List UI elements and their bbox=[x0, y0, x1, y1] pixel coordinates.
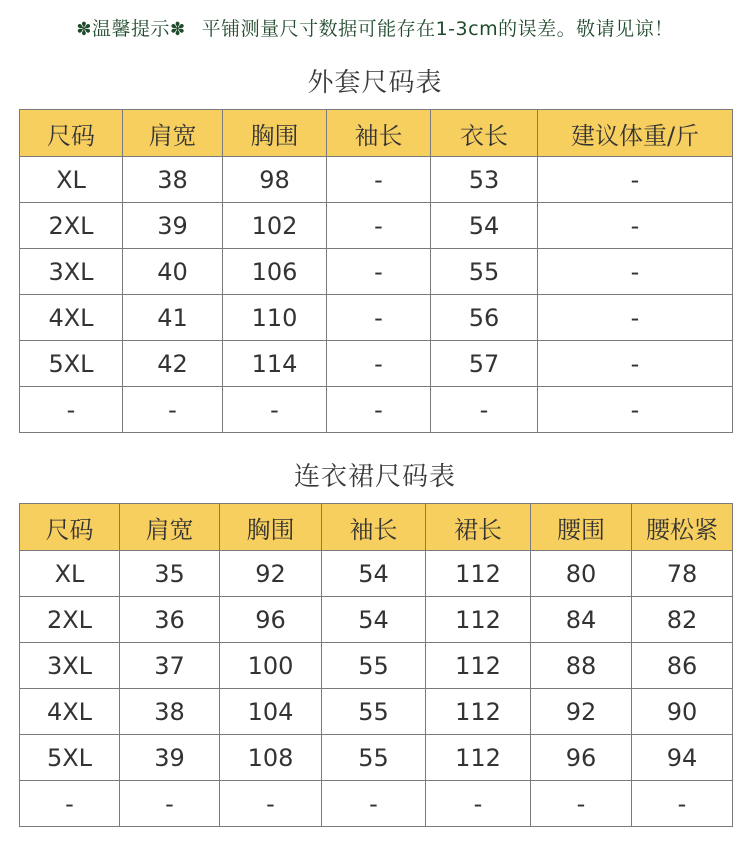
table-cell: 108 bbox=[220, 735, 322, 781]
table-cell: 35 bbox=[120, 551, 220, 597]
measurement-notice bbox=[0, 14, 750, 41]
table-cell: 92 bbox=[531, 689, 632, 735]
table-cell: 112 bbox=[426, 597, 531, 643]
table-cell: 57 bbox=[431, 341, 538, 387]
table-cell: - bbox=[20, 387, 123, 433]
table-cell: 88 bbox=[531, 643, 632, 689]
table-row bbox=[20, 551, 733, 597]
table-cell: 112 bbox=[426, 643, 531, 689]
table-cell: 102 bbox=[223, 203, 327, 249]
header-cell: 肩宽 bbox=[120, 504, 220, 551]
table-cell: XL bbox=[20, 551, 120, 597]
table-cell: 90 bbox=[632, 689, 733, 735]
table-cell: 37 bbox=[120, 643, 220, 689]
table-cell: XL bbox=[20, 157, 123, 203]
table-cell: 5XL bbox=[20, 735, 120, 781]
table-row bbox=[20, 689, 733, 735]
table-cell: - bbox=[538, 387, 733, 433]
table-row bbox=[20, 157, 733, 203]
table-cell: 36 bbox=[120, 597, 220, 643]
table-cell: - bbox=[220, 781, 322, 827]
table-cell: 94 bbox=[632, 735, 733, 781]
table-cell: - bbox=[120, 781, 220, 827]
table-cell: - bbox=[327, 341, 431, 387]
table-cell: 3XL bbox=[20, 643, 120, 689]
table-cell: 104 bbox=[220, 689, 322, 735]
table-cell: 82 bbox=[632, 597, 733, 643]
table-cell: 54 bbox=[322, 597, 426, 643]
table-cell: 112 bbox=[426, 689, 531, 735]
header-cell: 裙长 bbox=[426, 504, 531, 551]
table-cell: 55 bbox=[322, 689, 426, 735]
table-cell: 112 bbox=[426, 551, 531, 597]
header-cell: 胸围 bbox=[223, 110, 327, 157]
table-cell: - bbox=[538, 249, 733, 295]
table-row bbox=[20, 387, 733, 433]
table-cell: 39 bbox=[120, 735, 220, 781]
table-cell: - bbox=[538, 295, 733, 341]
table-header-row bbox=[20, 504, 733, 551]
coat-size-chart-title: 外套尺码表 bbox=[307, 68, 443, 98]
table-cell: 78 bbox=[632, 551, 733, 597]
table-cell: - bbox=[327, 249, 431, 295]
table-cell: 5XL bbox=[20, 341, 123, 387]
notice-label: 温馨提示 bbox=[91, 18, 170, 40]
table-cell: 3XL bbox=[20, 249, 123, 295]
dress-size-chart-title: 连衣裙尺码表 bbox=[293, 462, 456, 492]
table-cell: 55 bbox=[431, 249, 538, 295]
table-cell: 80 bbox=[531, 551, 632, 597]
table-row bbox=[20, 781, 733, 827]
flower-icon-left: ✽ bbox=[76, 19, 92, 40]
header-cell: 肩宽 bbox=[123, 110, 223, 157]
table-cell: - bbox=[327, 203, 431, 249]
table-cell: - bbox=[632, 781, 733, 827]
table-cell: 55 bbox=[322, 735, 426, 781]
table-cell: - bbox=[20, 781, 120, 827]
table-row bbox=[20, 295, 733, 341]
table-cell: - bbox=[538, 157, 733, 203]
table-cell: 4XL bbox=[20, 689, 120, 735]
table-cell: 96 bbox=[531, 735, 632, 781]
table-cell: 2XL bbox=[20, 203, 123, 249]
notice-text: 平铺测量尺寸数据可能存在1-3cm的误差。敬请见谅！ bbox=[201, 18, 674, 40]
table-cell: 54 bbox=[431, 203, 538, 249]
header-cell: 建议体重/斤 bbox=[538, 110, 733, 157]
table-cell: - bbox=[327, 387, 431, 433]
flower-icon-right: ✽ bbox=[170, 19, 186, 40]
table-cell: - bbox=[322, 781, 426, 827]
table-cell: 86 bbox=[632, 643, 733, 689]
table-cell: 55 bbox=[322, 643, 426, 689]
table-cell: 100 bbox=[220, 643, 322, 689]
header-cell: 袖长 bbox=[322, 504, 426, 551]
header-cell: 袖长 bbox=[327, 110, 431, 157]
table-row bbox=[20, 643, 733, 689]
table-cell: 53 bbox=[431, 157, 538, 203]
table-row bbox=[20, 203, 733, 249]
table-cell: 4XL bbox=[20, 295, 123, 341]
table-cell: 84 bbox=[531, 597, 632, 643]
table-cell: - bbox=[327, 295, 431, 341]
header-cell: 腰松紧 bbox=[632, 504, 733, 551]
table-cell: 41 bbox=[123, 295, 223, 341]
table-cell: 98 bbox=[223, 157, 327, 203]
header-cell: 尺码 bbox=[20, 504, 120, 551]
table-header-row bbox=[20, 110, 733, 157]
table-cell: 110 bbox=[223, 295, 327, 341]
header-cell: 腰围 bbox=[531, 504, 632, 551]
table-cell: - bbox=[538, 341, 733, 387]
header-cell: 衣长 bbox=[431, 110, 538, 157]
header-cell: 胸围 bbox=[220, 504, 322, 551]
table-cell: - bbox=[538, 203, 733, 249]
table-cell: 42 bbox=[123, 341, 223, 387]
table-cell: 56 bbox=[431, 295, 538, 341]
table-cell: - bbox=[426, 781, 531, 827]
table-cell: 92 bbox=[220, 551, 322, 597]
table-cell: 40 bbox=[123, 249, 223, 295]
table-row bbox=[20, 597, 733, 643]
table-cell: - bbox=[431, 387, 538, 433]
table-cell: 39 bbox=[123, 203, 223, 249]
table-cell: 106 bbox=[223, 249, 327, 295]
table-cell: - bbox=[123, 387, 223, 433]
dress-size-table bbox=[19, 503, 733, 827]
table-row bbox=[20, 341, 733, 387]
table-row bbox=[20, 735, 733, 781]
table-cell: 114 bbox=[223, 341, 327, 387]
table-cell: 38 bbox=[123, 157, 223, 203]
table-cell: 38 bbox=[120, 689, 220, 735]
table-cell: - bbox=[531, 781, 632, 827]
coat-size-table bbox=[19, 109, 733, 433]
table-cell: 96 bbox=[220, 597, 322, 643]
header-cell: 尺码 bbox=[20, 110, 123, 157]
table-cell: - bbox=[327, 157, 431, 203]
table-row bbox=[20, 249, 733, 295]
table-cell: 112 bbox=[426, 735, 531, 781]
table-cell: 2XL bbox=[20, 597, 120, 643]
table-cell: 54 bbox=[322, 551, 426, 597]
table-cell: - bbox=[223, 387, 327, 433]
